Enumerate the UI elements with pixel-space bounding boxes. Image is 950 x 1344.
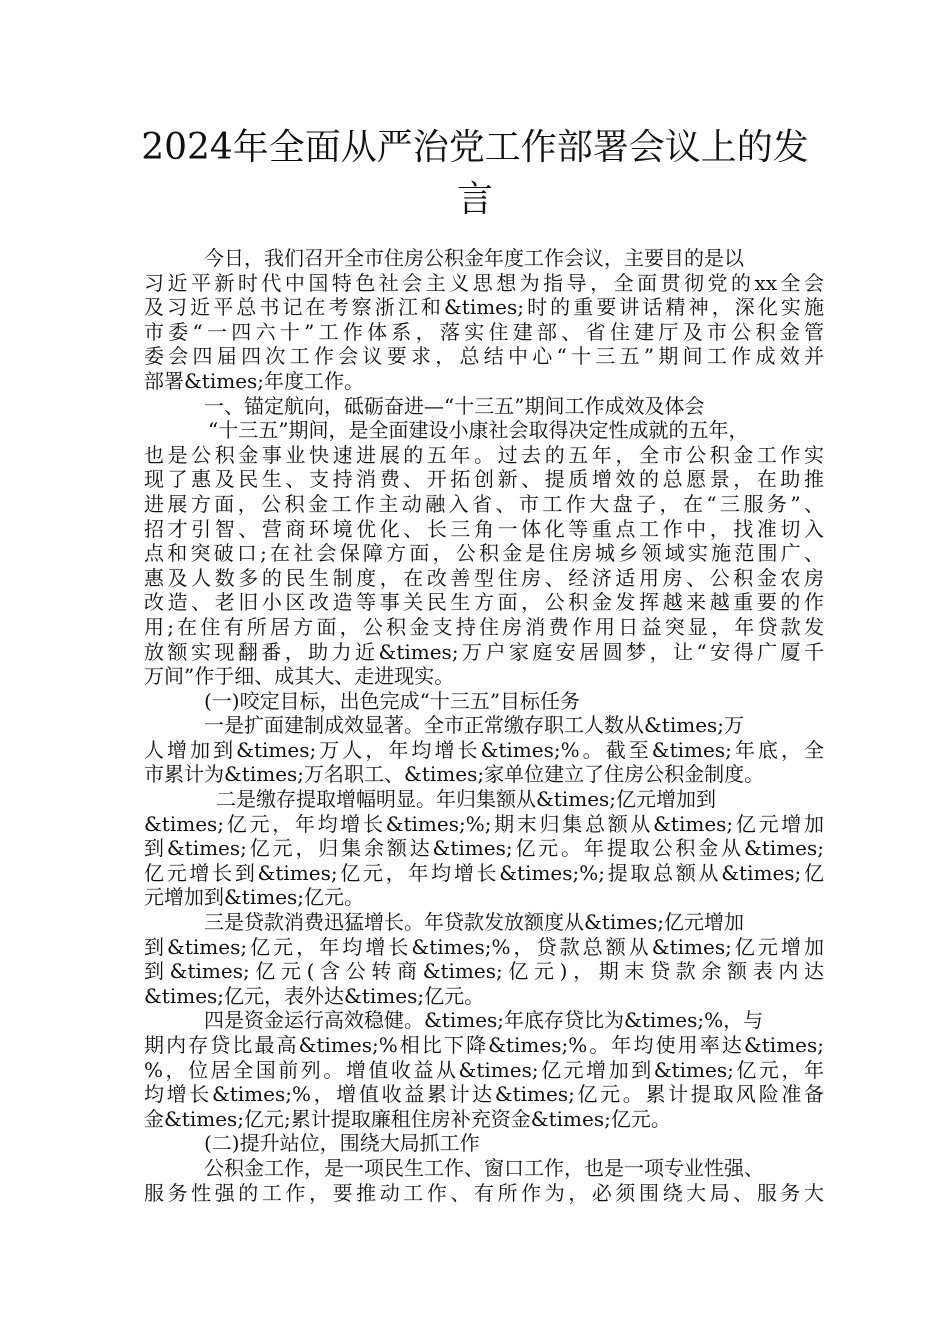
subsection-heading: (一)咬定目标，出色完成“十三五”目标任务 — [204, 688, 581, 713]
paragraph-line: &times;亿元，年均增长&times;%;期末归集总额从&times;亿元增加 — [144, 811, 824, 836]
paragraph-line: &times;亿元，表外达&times;亿元。 — [144, 983, 485, 1008]
paragraph-line: 到&times;亿元(含公转商&times;亿元)，期末贷款余额表内达 — [144, 959, 824, 984]
paragraph-line: 二是缴存提取增幅明显。年归集额从&times;亿元增加到 — [216, 787, 717, 812]
paragraph-line: 公积金工作，是一项民生工作、窗口工作，也是一项专业性强、 — [204, 1155, 764, 1180]
paragraph-line: 改造、老旧小区改造等事关民生方面，公积金发挥越来越重要的作 — [144, 590, 824, 615]
paragraph-line: 金&times;亿元;累计提取廉租住房补充资金&times;亿元。 — [144, 1106, 671, 1131]
paragraph-line: 委会四届四次工作会议要求，总结中心“十三五”期间工作成效并 — [144, 344, 824, 369]
paragraph-line: 市委“一四六十”工作体系，落实住建部、省住建厅及市公积金管 — [144, 319, 824, 344]
paragraph-line: 人增加到&times;万人，年均增长&times;%。截至&times;年底，全 — [144, 737, 824, 762]
paragraph-line: 市累计为&times;万名职工、&times;家单位建立了住房公积金制度。 — [144, 762, 765, 787]
paragraph-line: 也是公积金事业快速进展的五年。过去的五年，全市公积金工作实 — [144, 442, 824, 467]
subsection-heading: (二)提升站位，围绕大局抓工作 — [204, 1131, 480, 1156]
title-line-1: 2024年全面从严治党工作部署会议上的发 — [141, 127, 809, 168]
paragraph-line: 用;在住有所居方面，公积金支持住房消费作用日益突显，年贷款发 — [144, 614, 824, 639]
document-title — [120, 122, 830, 226]
paragraph-line: 亿元增长到&times;亿元，年均增长&times;%;提取总额从&times;亿 — [144, 860, 824, 885]
paragraph-line: “十三五”期间，是全面建设小康社会取得决定性成就的五年， — [208, 418, 749, 443]
paragraph-line: 招才引智、营商环境优化、长三角一体化等重点工作中，找准切入 — [144, 516, 824, 541]
paragraph-line: 万间”作于细、成其大、走进现实。 — [144, 664, 455, 689]
paragraph-line: 及习近平总书记在考察浙江和&times;时的重要讲话精神，深化实施 — [144, 295, 824, 320]
paragraph-line: 服务性强的工作，要推动工作、有所作为，必须围绕大局、服务大 — [144, 1180, 824, 1205]
paragraph-line: 元增加到&times;亿元。 — [144, 885, 365, 910]
paragraph-line: 惠及人数多的民生制度，在改善型住房、经济适用房、公积金农房 — [144, 565, 824, 590]
document-body — [144, 246, 824, 1205]
paragraph-line: 四是资金运行高效稳健。&times;年底存贷比为&times;%，与 — [204, 1008, 764, 1033]
paragraph-line: 期内存贷比最高&times;%相比下降&times;%。年均使用率达&times; — [144, 1033, 824, 1057]
paragraph-line: 到&times;亿元，年均增长&times;%，贷款总额从&times;亿元增加 — [144, 934, 824, 959]
paragraph-line: 点和突破口;在社会保障方面，公积金是住房城乡领域实施范围广、 — [144, 541, 824, 566]
paragraph-line: 三是贷款消费迅猛增长。年贷款发放额度从&times;亿元增加 — [204, 910, 745, 935]
paragraph-line: 放额实现翻番，助力近&times;万户家庭安居圆梦，让“安得广厦千 — [144, 639, 824, 664]
paragraph-line: 现了惠及民生、支持消费、开拓创新、提质增效的总愿景，在助推 — [144, 467, 824, 492]
paragraph-line: 到&times;亿元，归集余额达&times;亿元。年提取公积金从&times; — [144, 836, 824, 861]
title-line-2: 言 — [456, 179, 493, 220]
paragraph-line: 今日，我们召开全市住房公积金年度工作会议，主要目的是以 — [204, 246, 744, 270]
paragraph-line: %，位居全国前列。增值收益从&times;亿元增加到&times;亿元，年 — [144, 1057, 824, 1082]
section-heading: 一、锚定航向，砥砺奋进—“十三五”期间工作成效及体会 — [204, 393, 705, 418]
paragraph-line: 一是扩面建制成效显著。全市正常缴存职工人数从&times;万 — [204, 713, 745, 738]
paragraph-line: 部署&times;年度工作。 — [144, 368, 365, 393]
paragraph-line: 习近平新时代中国特色社会主义思想为指导，全面贯彻党的xx全会 — [144, 270, 824, 295]
paragraph-line: 均增长&times;%，增值收益累计达&times;亿元。累计提取风险准备 — [144, 1082, 824, 1107]
paragraph-line: 进展方面，公积金工作主动融入省、市工作大盘子，在“三服务”、 — [144, 491, 824, 516]
